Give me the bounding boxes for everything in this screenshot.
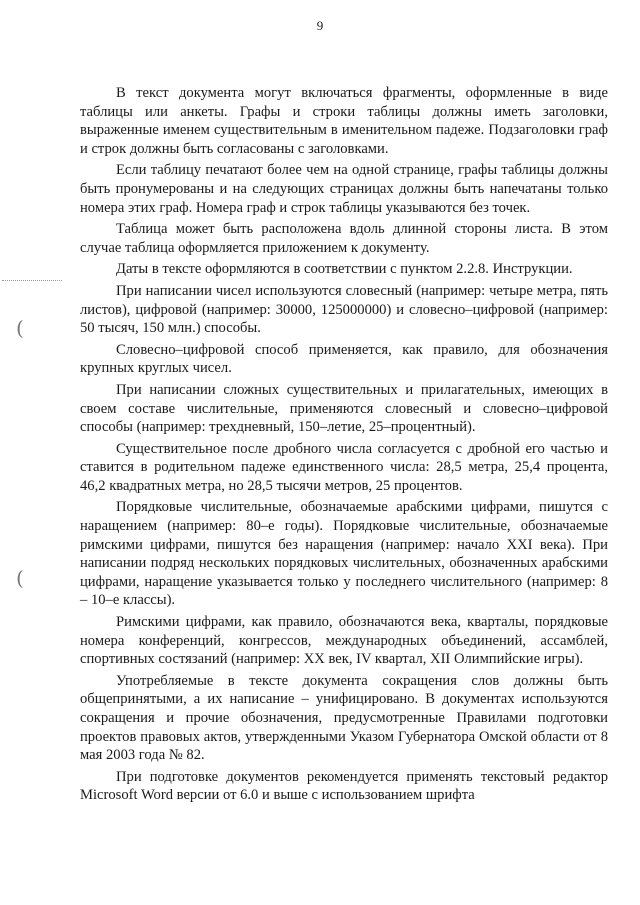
paragraph-ordinals: Порядковые числительные, обозначаемые арабскими цифрами, пишутся с наращением (например: 80–е годы). Порядковые числительные, обозначаемые римскими цифрами, пишутся без наращения (например: начало XXI века). При написании подряд нескольких порядковых числительных, обозначенных арабскими цифрами, наращение указывается только у последнего числительного (например: 8 – 10–е классы).: [80, 499, 608, 609]
paragraph-fractions: Существительное после дробного числа согласуется с дробной его частью и ставится в родительном падеже единственного числа: 28,5 метра, 25,4 процента, 46,2 квадратных метра, но 28,5 тысячи метров, 25 процентов.: [80, 440, 608, 494]
paragraph-tables: В текст документа могут включаться фрагменты, оформленные в виде таблицы или анкеты. Графы и строки таблицы должны иметь заголовки, выраженные именем существительным в именительном падеже. Подзаголовки граф и строк должны быть согласованы с заголовками.: [80, 85, 608, 157]
page-number: 9: [316, 18, 324, 33]
paragraph-table-orientation: Таблица может быть расположена вдоль длинной стороны листа. В этом случае таблица оформляется приложением к документу.: [80, 221, 608, 256]
margin-bracket-mark: (: [16, 566, 24, 590]
paragraph-roman-numerals: Римскими цифрами, как правило, обозначаются века, кварталы, порядковые номера конференций, конгрессов, международных объединений, ассамблей, спортивных состязаний (например: XX век, IV квартал, XII Олимпийские игры).: [80, 614, 608, 668]
paragraph-multipage-tables: Если таблицу печатают более чем на одной странице, графы таблицы должны быть пронумерованы и на следующих страницах должны быть напечатаны только номера этих граф. Номера граф и строк таблицы указываются без точек.: [80, 162, 608, 216]
paragraph-compound-words: При написании сложных существительных и прилагательных, имеющих в своем составе числительные, применяются словесный и словесно–цифровой способы (например: трехдневный, 150–летие, 25–процентный).: [80, 381, 608, 436]
paragraph-verbal-numeric: Словесно–цифровой способ применяется, как правило, для обозначения крупных круглых чисел.: [80, 341, 608, 377]
margin-bracket-mark: (: [16, 316, 24, 340]
margin-dotted-line: [2, 280, 62, 281]
paragraph-text-editor: При подготовке документов рекомендуется применять текстовый редактор Microsoft Word версии от 6.0 и выше с использованием шрифта: [80, 768, 608, 804]
paragraph-numbers: При написании чисел используются словесный (например: четыре метра, пять листов), цифровой (например: 30000, 125000000) и словесно–цифровой (например: 50 тысяч, 150 млн.) способы.: [80, 282, 608, 337]
paragraph-abbreviations: Употребляемые в тексте документа сокращения слов должны быть общепринятыми, а их написание – унифицировано. В документах используются сокращения и прочие обозначения, предусмотренные Правилами подготовки проектов правовых актов, утвержденными Указом Губернатора Омской области от 8 мая 2003 года № 82.: [80, 672, 608, 764]
document-body: [80, 84, 608, 808]
paragraph-dates: Даты в тексте оформляются в соответствии с пунктом 2.2.8. Инструкции.: [116, 261, 573, 278]
